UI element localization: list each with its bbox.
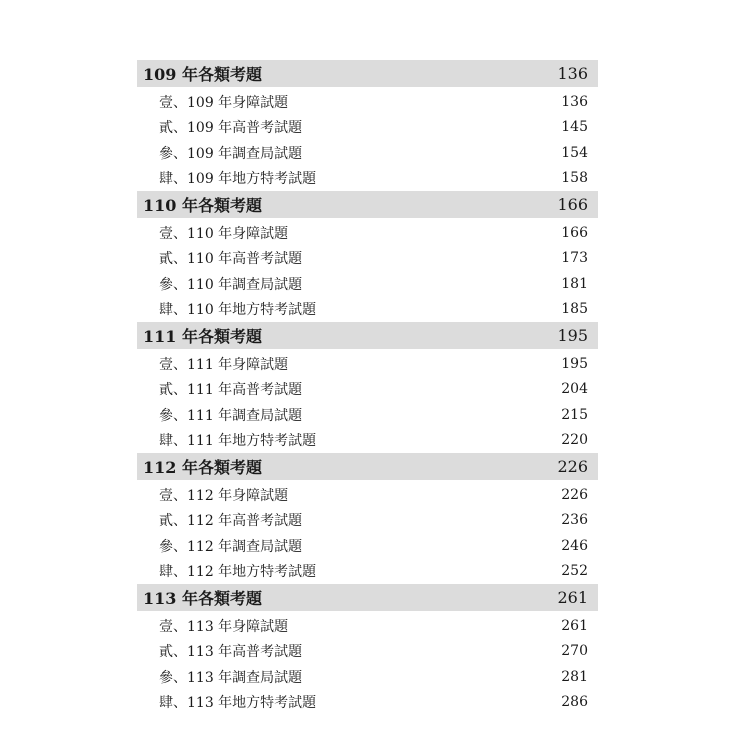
toc-entry[interactable]: [137, 166, 598, 192]
entry-label: 壹、112 年身障試題: [159, 487, 289, 504]
entry-label: 參、109 年調查局試題: [159, 145, 303, 162]
toc-entry[interactable]: [137, 533, 598, 559]
table-of-contents: [137, 60, 598, 715]
toc-entry[interactable]: [137, 297, 598, 323]
section-title: 113 年各類考題: [143, 589, 262, 608]
entry-page-number: 281: [561, 668, 588, 685]
entry-label: 參、112 年調查局試題: [159, 538, 303, 555]
toc-entry[interactable]: [137, 639, 598, 665]
section-page-number: 166: [557, 195, 588, 214]
section-header[interactable]: [137, 191, 598, 218]
entry-page-number: 261: [561, 617, 588, 634]
toc-entry[interactable]: [137, 402, 598, 428]
entry-page-number: 286: [561, 694, 588, 711]
toc-entry[interactable]: [137, 246, 598, 272]
entry-page-number: 181: [561, 275, 588, 292]
entry-label: 壹、110 年身障試題: [159, 225, 289, 242]
entry-page-number: 136: [561, 93, 588, 110]
entry-label: 肆、111 年地方特考試題: [159, 433, 317, 450]
section-header[interactable]: [137, 453, 598, 480]
toc-entry[interactable]: [137, 559, 598, 585]
entry-label: 貳、112 年高普考試題: [159, 513, 303, 530]
entry-label: 肆、113 年地方特考試題: [159, 695, 317, 712]
toc-entry[interactable]: [137, 690, 598, 716]
entry-page-number: 166: [561, 224, 588, 241]
entry-label: 壹、111 年身障試題: [159, 356, 289, 373]
entry-page-number: 145: [561, 119, 588, 136]
entry-list: [137, 218, 598, 322]
entry-page-number: 220: [561, 432, 588, 449]
entry-page-number: 185: [561, 301, 588, 318]
toc-section: [137, 60, 598, 191]
section-title: 110 年各類考題: [143, 196, 262, 215]
entry-page-number: 204: [561, 381, 588, 398]
entry-label: 貳、110 年高普考試題: [159, 251, 303, 268]
section-header[interactable]: [137, 584, 598, 611]
entry-page-number: 236: [561, 512, 588, 529]
entry-label: 肆、112 年地方特考試題: [159, 564, 317, 581]
section-page-number: 261: [557, 588, 588, 607]
toc-entry[interactable]: [137, 140, 598, 166]
entry-list: [137, 87, 598, 191]
entry-list: [137, 611, 598, 715]
entry-page-number: 270: [561, 643, 588, 660]
entry-page-number: 226: [561, 486, 588, 503]
toc-entry[interactable]: [137, 271, 598, 297]
entry-label: 參、113 年調查局試題: [159, 669, 303, 686]
entry-label: 貳、111 年高普考試題: [159, 382, 303, 399]
toc-entry[interactable]: [137, 220, 598, 246]
entry-page-number: 195: [561, 355, 588, 372]
entry-page-number: 173: [561, 250, 588, 267]
entry-label: 壹、113 年身障試題: [159, 618, 289, 635]
entry-page-number: 158: [561, 170, 588, 187]
toc-entry[interactable]: [137, 428, 598, 454]
entry-label: 參、111 年調查局試題: [159, 407, 303, 424]
section-page-number: 226: [557, 457, 588, 476]
section-header[interactable]: [137, 322, 598, 349]
entry-label: 參、110 年調查局試題: [159, 276, 303, 293]
toc-section: [137, 453, 598, 584]
entry-list: [137, 349, 598, 453]
entry-label: 肆、109 年地方特考試題: [159, 171, 317, 188]
toc-section: [137, 191, 598, 322]
section-title: 111 年各類考題: [143, 327, 262, 346]
entry-list: [137, 480, 598, 584]
toc-section: [137, 584, 598, 715]
section-header[interactable]: [137, 60, 598, 87]
section-title: 109 年各類考題: [143, 65, 262, 84]
entry-page-number: 215: [561, 406, 588, 423]
entry-page-number: 252: [561, 563, 588, 580]
toc-entry[interactable]: [137, 351, 598, 377]
entry-page-number: 246: [561, 537, 588, 554]
toc-entry[interactable]: [137, 482, 598, 508]
section-page-number: 136: [557, 64, 588, 83]
toc-entry[interactable]: [137, 508, 598, 534]
toc-entry[interactable]: [137, 115, 598, 141]
toc-entry[interactable]: [137, 664, 598, 690]
section-page-number: 195: [557, 326, 588, 345]
entry-label: 壹、109 年身障試題: [159, 94, 289, 111]
entry-label: 貳、109 年高普考試題: [159, 120, 303, 137]
entry-label: 肆、110 年地方特考試題: [159, 302, 317, 319]
toc-entry[interactable]: [137, 377, 598, 403]
entry-page-number: 154: [561, 144, 588, 161]
toc-section: [137, 322, 598, 453]
entry-label: 貳、113 年高普考試題: [159, 644, 303, 661]
toc-entry[interactable]: [137, 89, 598, 115]
toc-entry[interactable]: [137, 613, 598, 639]
section-title: 112 年各類考題: [143, 458, 262, 477]
